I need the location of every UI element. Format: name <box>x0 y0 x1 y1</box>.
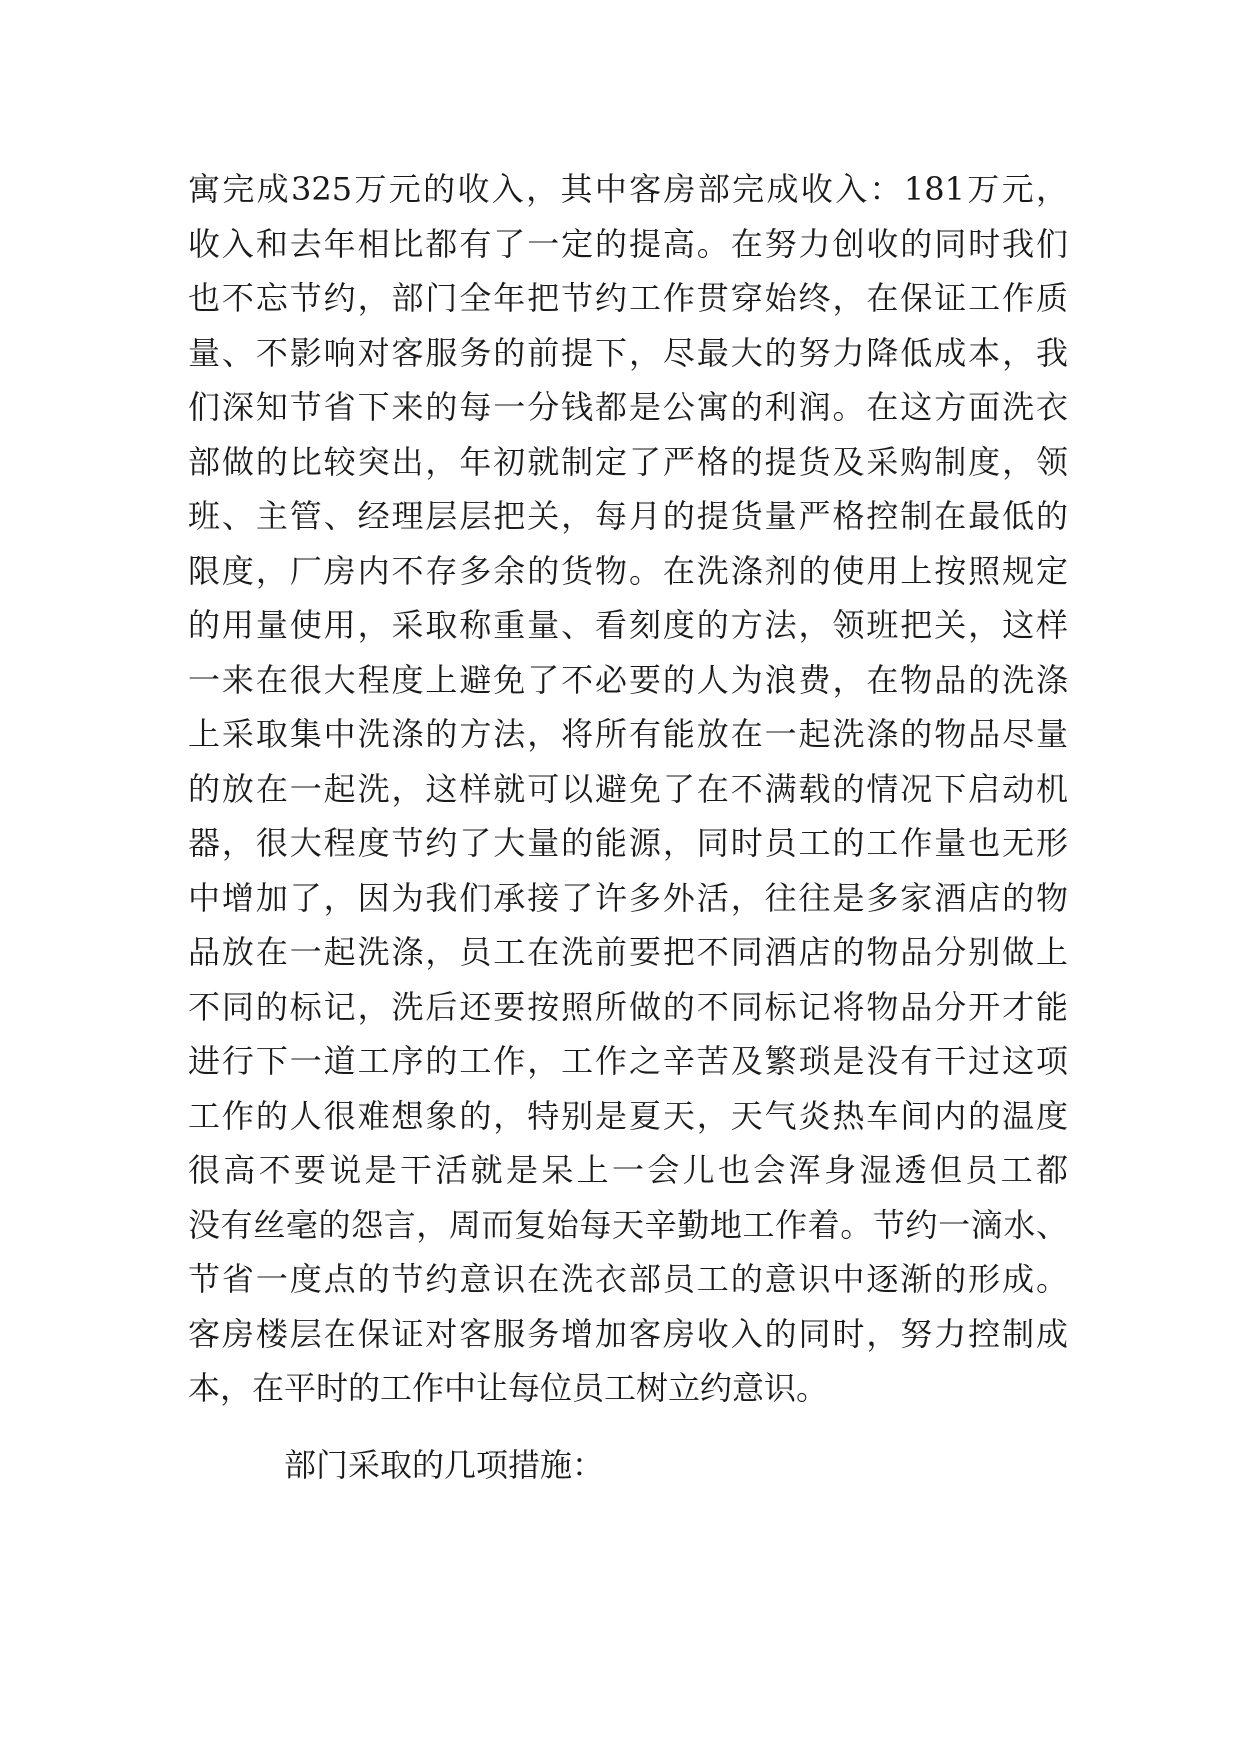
paragraph-line: 收入和去年相比都有了一定的提高。在努力创收的同时我们 <box>188 224 1068 263</box>
paragraph-line: 节省一度点的节约意识在洗衣部员工的意识中逐渐的形成。 <box>188 1260 1068 1298</box>
body-text <box>188 162 1068 1492</box>
paragraph-line: 部做的比较突出，年初就制定了严格的提货及采购制度，领 <box>188 442 1068 481</box>
paragraph-line: 工作的人很难想象的，特别是夏天，天气炎热车间内的温度 <box>188 1096 1068 1135</box>
paragraph-line: 很高不要说是干活就是呆上一会儿也会浑身湿透但员工都 <box>188 1151 1068 1189</box>
paragraph-line: 品放在一起洗涤，员工在洗前要把不同酒店的物品分别做上 <box>188 933 1068 971</box>
section-heading: 部门采取的几项措施： <box>284 1445 605 1484</box>
paragraph-line: 量、不影响对客服务的前提下，尽最大的努力降低成本，我 <box>188 333 1068 372</box>
paragraph-line: 本，在平时的工作中让每位员工树立约意识。 <box>188 1369 829 1407</box>
paragraph-line: 不同的标记，洗后还要按照所做的不同标记将物品分开才能 <box>188 987 1068 1026</box>
paragraph-line: 寓完成325万元的收入，其中客房部完成收入：181万元， <box>188 170 1068 208</box>
paragraph-line: 也不忘节约，部门全年把节约工作贯穿始终，在保证工作质 <box>188 279 1068 317</box>
paragraph-line: 的放在一起洗，这样就可以避免了在不满载的情况下启动机 <box>188 769 1068 808</box>
paragraph-line: 限度，厂房内不存多余的货物。在洗涤剂的使用上按照规定 <box>188 551 1068 590</box>
paragraph-line: 们深知节省下来的每一分钱都是公寓的利润。在这方面洗衣 <box>188 388 1068 426</box>
paragraph-line: 器，很大程度节约了大量的能源，同时员工的工作量也无形 <box>188 824 1068 862</box>
paragraph-line: 的用量使用，采取称重量、看刻度的方法，领班把关，这样 <box>188 606 1068 644</box>
paragraph-line: 客房楼层在保证对客服务增加客房收入的同时，努力控制成 <box>188 1314 1068 1353</box>
paragraph-line: 一来在很大程度上避免了不必要的人为浪费，在物品的洗涤 <box>188 660 1068 699</box>
paragraph-line: 班、主管、经理层层把关，每月的提货量严格控制在最低的 <box>188 497 1068 535</box>
paragraph-line: 进行下一道工序的工作，工作之辛苦及繁琐是没有干过这项 <box>188 1042 1068 1080</box>
paragraph-line: 中增加了，因为我们承接了许多外活，往往是多家酒店的物 <box>188 878 1068 917</box>
paragraph-line: 没有丝毫的怨言，周而复始每天辛勤地工作着。节约一滴水、 <box>188 1205 1068 1244</box>
paragraph-line: 上采取集中洗涤的方法，将所有能放在一起洗涤的物品尽量 <box>188 715 1068 753</box>
